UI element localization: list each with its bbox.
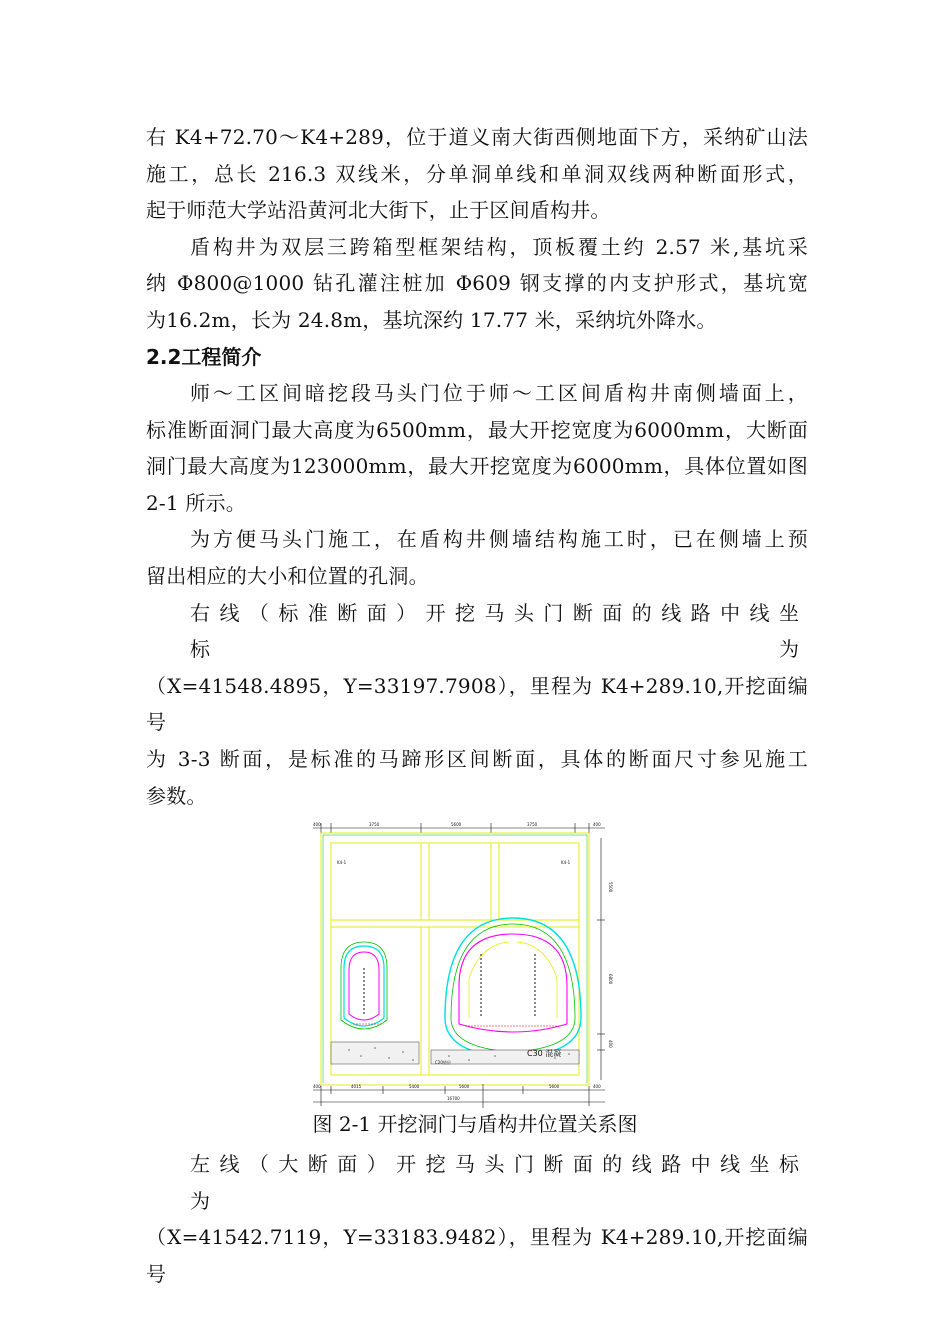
bottom-dim-label: 5600: [549, 1084, 560, 1089]
text-line: 右 K4+72.70～K4+289，位于道义南大街西侧地面下方，采纳矿山法: [146, 125, 808, 149]
paragraph: [146, 595, 808, 815]
text-line: 为16.2m，长为 24.8m，基坑深约 17.77 米，采纳坑外降水。: [146, 307, 717, 332]
right-dim-label: 5500: [608, 882, 613, 893]
text-line: 2-1 所示。: [146, 490, 246, 515]
paragraph: [146, 1146, 808, 1292]
top-dim-label: 3750: [369, 822, 380, 827]
top-dim-label: 5600: [451, 822, 462, 827]
figure-drawing: [309, 818, 619, 1108]
left-line-paragraph: [146, 1146, 808, 1292]
text-line: 留出相应的大小和位置的孔洞。: [146, 563, 429, 588]
bottom-dim-label: 5400: [409, 1084, 420, 1089]
text-line: 起于师范大学站沿黄河北大街下，止于区间盾构井。: [146, 198, 611, 223]
top-dim-label: 3750: [527, 822, 538, 827]
text-line: 为方便马头门施工，在盾构井侧墙结构施工时，已在侧墙上预: [190, 527, 808, 552]
text-line: 右线（标准断面）开挖马头门断面的线路中线坐标为: [190, 600, 808, 662]
level-label-left: K4-1: [337, 860, 347, 865]
text-line: 参数。: [146, 783, 207, 808]
text-line: 纳 Φ800@1000 钻孔灌注桩加 Φ609 钢支撑的内支护形式，基坑宽: [146, 271, 808, 296]
top-dim-label: 400: [313, 822, 321, 827]
figure-caption: 图 2-1 开挖洞门与盾构井位置关系图: [312, 1112, 638, 1136]
bottom-dim-label: 4015: [351, 1084, 362, 1089]
top-dim-label: 400: [593, 822, 601, 827]
text-line: 洞门最大高度为123000mm，最大开挖宽度为6000mm，具体位置如图: [146, 454, 808, 479]
text-line: 盾构井为双层三跨箱型框架结构，顶板覆土约 2.57 米,基坑采: [190, 234, 808, 259]
text-line: （X=41542.7119，Y=33183.9482），里程为 K4+289.10,开挖面编号: [146, 1225, 808, 1286]
bottom-total-label: 16700: [447, 1096, 460, 1101]
intro-paragraphs: [146, 119, 808, 339]
right-dim-label: 6800: [608, 974, 613, 985]
bottom-dim-label: 400: [313, 1084, 321, 1089]
text-line: （X=41548.4895，Y=33197.7908），里程为 K4+289.10,开挖面编号: [146, 673, 808, 735]
paragraph: [146, 521, 808, 594]
text-line: 为 3-3 断面，是标准的马蹄形区间断面，具体的断面尺寸参见施工: [146, 746, 808, 771]
project-description: [146, 375, 808, 814]
concrete-label: C30 混凝: [527, 1049, 562, 1058]
bottom-dim-label: 5600: [459, 1084, 470, 1089]
bottom-dim-label: 400: [593, 1084, 601, 1089]
section-heading: 2.2工程简介: [146, 345, 262, 369]
right-dim-label: 400: [608, 1040, 613, 1048]
text-line: 师～工区间暗挖段马头门位于师～工区间盾构井南侧墙面上，: [190, 381, 808, 405]
text-line: 施工，总长 216.3 双线米，分单洞单线和单洞双线两种断面形式，: [146, 161, 808, 186]
text-line: 左线（大断面）开挖马头门断面的线路中线坐标为: [190, 1152, 808, 1213]
cad-drawing: [309, 818, 619, 1108]
paragraph: [146, 229, 808, 339]
paragraph: [146, 119, 808, 229]
text-line: 标准断面洞门最大高度为6500mm，最大开挖宽度为6000mm，大断面: [146, 417, 808, 442]
cushion-label: C20垫层: [435, 1060, 451, 1065]
paragraph: [146, 375, 808, 521]
level-label-right: K4-1: [561, 860, 571, 865]
